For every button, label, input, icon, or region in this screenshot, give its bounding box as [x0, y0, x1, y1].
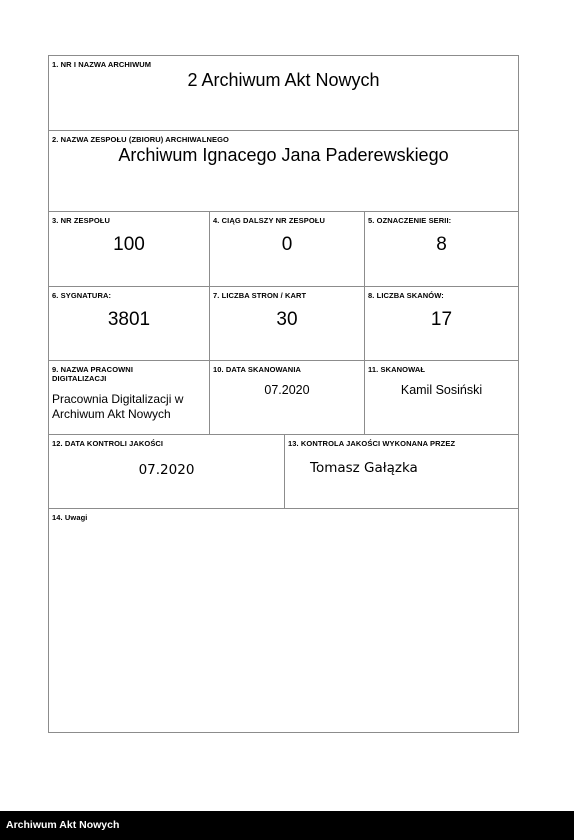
signature-cell: [49, 287, 210, 361]
scans-count-cell: [365, 287, 518, 361]
fond-name-value: Archiwum Ignacego Jana Paderewskiego: [118, 145, 449, 165]
pages-count-label: 7. LICZBA STRON / KART: [213, 291, 307, 300]
footer-text: Archiwum Akt Nowych: [6, 819, 120, 831]
scanned-by-cell: [365, 361, 518, 435]
series-label: 5. OZNACZENIE SERII:: [368, 216, 452, 225]
qc-by-value: Tomasz Gałązka: [310, 460, 418, 476]
qc-date-cell: [49, 435, 285, 509]
notes-cell: [49, 509, 518, 732]
scan-date-value: 07.2020: [264, 383, 310, 397]
signature-value: 3801: [107, 309, 151, 330]
archive-cell: [49, 56, 518, 131]
fond-number-value: 100: [113, 234, 145, 255]
qc-by-cell: [285, 435, 518, 509]
lab-name-cell: [49, 361, 210, 435]
scan-date-cell: [210, 361, 365, 435]
scanned-by-label: 11. SKANOWAŁ: [368, 365, 426, 374]
archive-label: 1. NR I NAZWA ARCHIWUM: [52, 60, 152, 69]
notes-label: 14. Uwagi: [52, 513, 88, 522]
lab-name-label-line1: 9. NAZWA PRACOWNI: [52, 365, 134, 374]
qc-by-label: 13. KONTROLA JAKOŚCI WYKONANA PRZEZ: [288, 439, 456, 448]
series-cell: [365, 212, 518, 287]
fond-name-cell: [49, 131, 518, 212]
scanned-by-value: Kamil Sosiński: [400, 383, 483, 397]
fond-number-cell: [49, 212, 210, 287]
lab-name-label-line2: DIGITALIZACJI: [52, 374, 107, 383]
signature-label: 6. SYGNATURA:: [52, 291, 112, 300]
pages-count-cell: [210, 287, 365, 361]
fond-continuation-cell: [210, 212, 365, 287]
pages-count-value: 30: [276, 309, 298, 330]
scan-date-label: 10. DATA SKANOWANIA: [213, 365, 302, 374]
lab-name-value-line2: Archiwum Akt Nowych: [52, 407, 171, 421]
fond-number-label: 3. NR ZESPOŁU: [52, 216, 110, 225]
archive-scan-form: [48, 55, 519, 733]
series-value: 8: [436, 234, 447, 255]
qc-date-label: 12. DATA KONTROLI JAKOŚCI: [52, 439, 164, 448]
lab-name-value: [52, 392, 209, 422]
lab-name-label: [52, 365, 133, 383]
fond-continuation-label: 4. CIĄG DALSZY NR ZESPOŁU: [213, 216, 325, 225]
qc-date-value: 07.2020: [138, 462, 195, 478]
fond-name-label: 2. NAZWA ZESPOŁU (ZBIORU) ARCHIWALNEGO: [52, 135, 229, 144]
archive-value: 2 Archiwum Akt Nowych: [187, 70, 380, 90]
footer-bar: [0, 811, 574, 840]
scans-count-label: 8. LICZBA SKANÓW:: [368, 291, 444, 300]
fond-continuation-value: 0: [281, 234, 293, 255]
lab-name-value-line1: Pracownia Digitalizacji w: [52, 392, 184, 406]
scans-count-value: 17: [430, 309, 453, 330]
